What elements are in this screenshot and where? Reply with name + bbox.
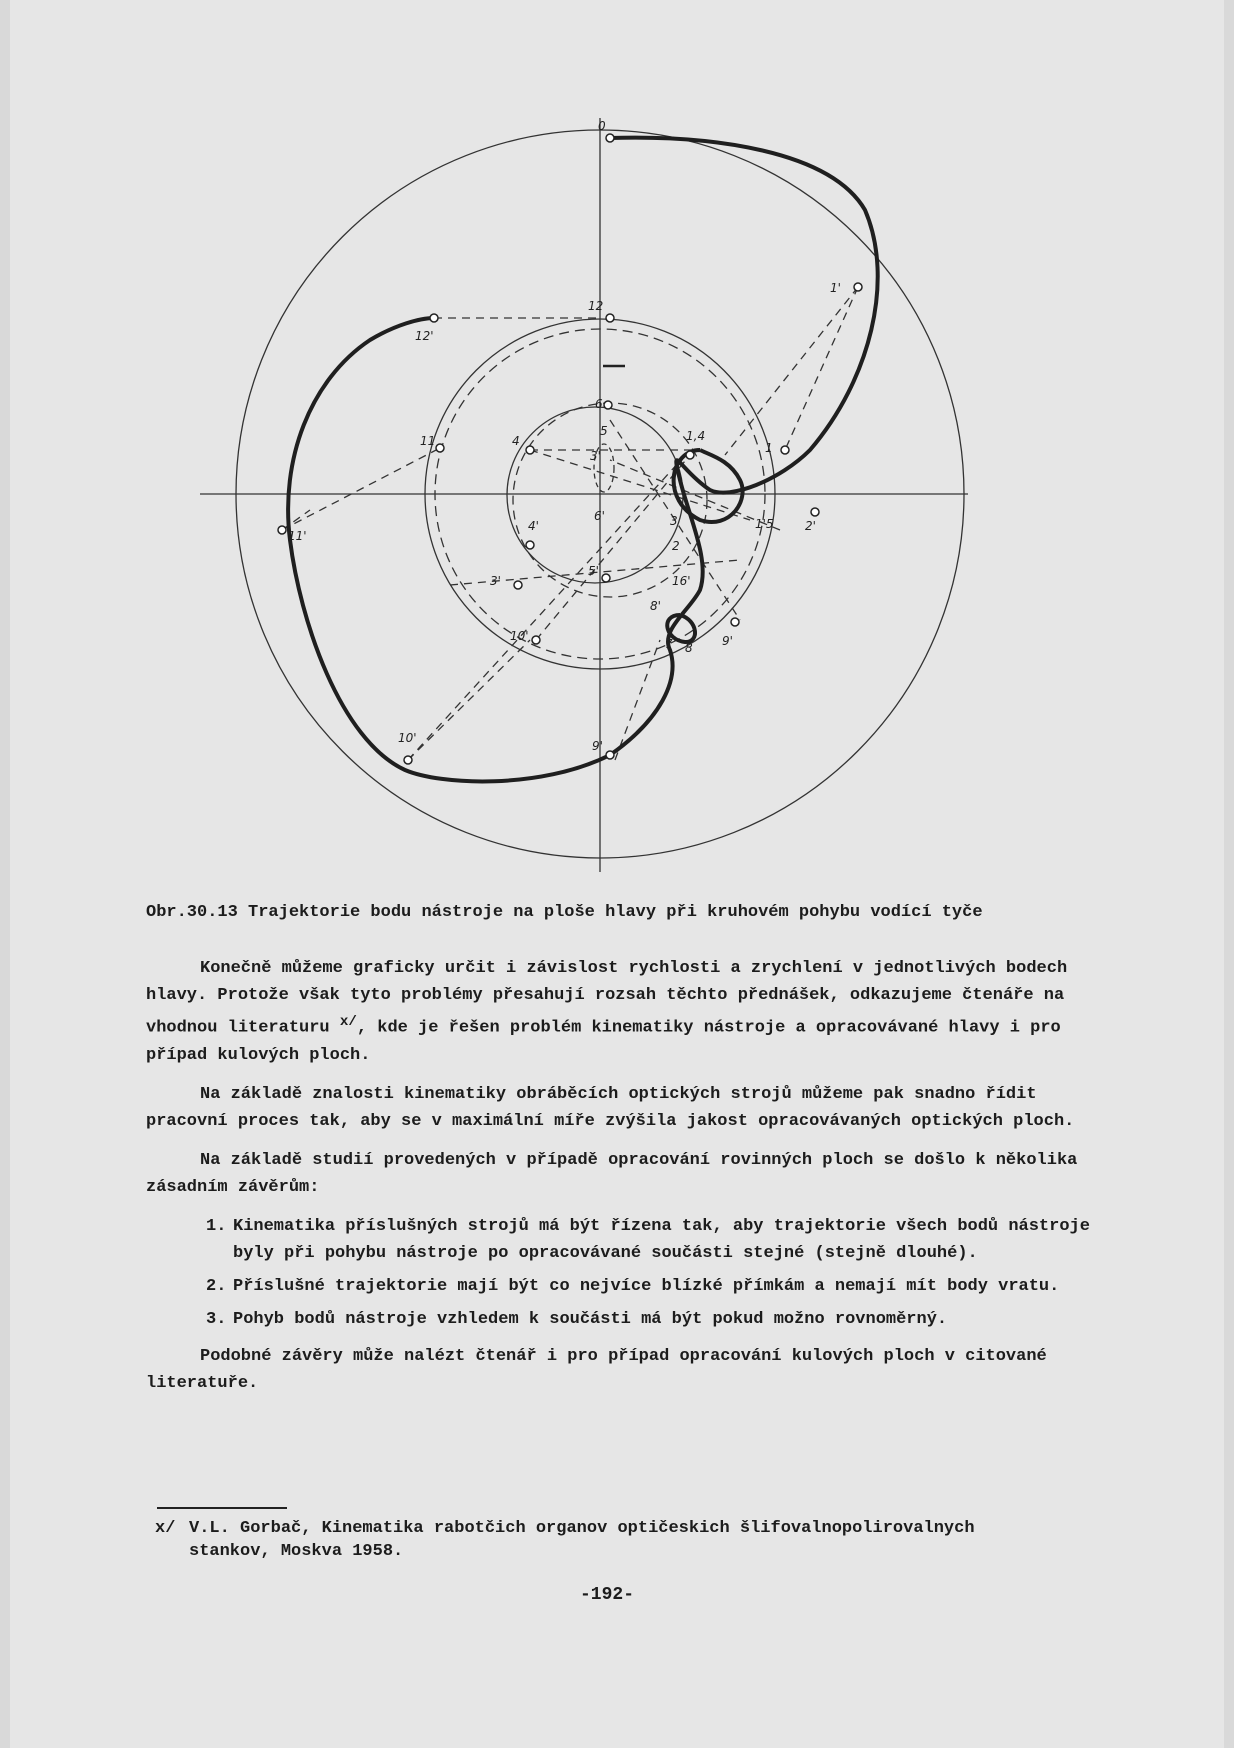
list-item-text: Příslušné trajektorie mají být co nejvíce blízké přímkám a nemají mít body vratu. [233, 1276, 1060, 1296]
footnote-line-1: V.L. Gorbač, Kinematika rabotčich organov optičeskich šlifovalnopolirovalnych [189, 1519, 975, 1538]
label-7: 7 [665, 637, 673, 651]
footnote [155, 1517, 1115, 1563]
label-6-prime: 6' [594, 509, 605, 523]
footnote-divider [157, 1507, 287, 1509]
paragraph-3: Na základě studií provedených v případě opracování rovinných ploch se došlo k několika zásadním závěrům: [146, 1150, 1078, 1197]
trajectory-curve [288, 138, 878, 782]
paragraph-1-text-b: , kde je řešen problém kinematiky nástroje a opracovávané hlavy i pro případ kulových ploch. [146, 1018, 1061, 1065]
label-1-5: 1'5 [755, 517, 774, 531]
label-5-prime: 5' [588, 564, 599, 578]
list-item-text: Kinematika příslušných strojů má být řízena tak, aby trajektorie všech bodů nástroje byly při pohybu nástroje po opracovávané součásti stejné (stejně dlouhé). [233, 1216, 1090, 1263]
label-9-prime: 9' [592, 739, 603, 753]
label-12-prime: 12' [415, 329, 434, 343]
label-1-prime: 1' [830, 281, 841, 295]
figure-caption: Obr.30.13 Trajektorie bodu nástroje na ploše hlavy při kruhovém pohybu vodící tyče [146, 903, 983, 922]
list-item [146, 1273, 1116, 1300]
trajectory-diagram [10, 0, 1224, 880]
label-9: 9' [722, 634, 733, 648]
list-item-number: 3. [206, 1309, 227, 1329]
point-labels [288, 119, 841, 753]
label-10-prime: 10' [510, 629, 529, 643]
list-item-number: 2. [206, 1276, 227, 1296]
point-markers [278, 134, 862, 764]
body-text [146, 955, 1116, 1409]
list-item [146, 1213, 1116, 1267]
label-8-prime: 8' [650, 599, 661, 613]
paragraph-2: Na základě znalosti kinematiky obráběcích optických strojů můžeme pak snadno řídit pracovní proces tak, aby se v maximální míře zvýšila jakost opracovávaných optických ploch. [146, 1084, 1075, 1131]
label-8: 8 [685, 641, 693, 655]
paragraph-1-text-a: Konečně můžeme graficky určit i závislost rychlosti a zrychlení v jednotlivých bodech hlavy. Protože však tyto problémy přesahují rozsah těchto přednášek, odkazujeme čtenáře na vhodnou literaturu [146, 959, 1068, 1038]
label-6: 6 [595, 397, 603, 411]
label-3-prime-b: 3' [490, 574, 501, 588]
list-item-number: 1. [206, 1216, 227, 1236]
footnote-reference: x/ [339, 1014, 357, 1030]
page-number: -192- [580, 1585, 635, 1605]
paragraph-4: Podobné závěry může nalézt čtenář i pro případ opracování kulových ploch v citované literatuře. [146, 1346, 1047, 1393]
label-1: 1 [765, 441, 773, 455]
label-5: 5 [600, 424, 608, 438]
label-16-prime: 16' [672, 574, 691, 588]
label-11: 11 [420, 434, 436, 448]
list-item [146, 1306, 1116, 1333]
label-0: 0 [598, 119, 606, 133]
footnote-mark: x/ [155, 1519, 176, 1538]
trajectory-figure [10, 0, 1224, 880]
label-2-prime: 2' [805, 519, 816, 533]
label-4-prime: 4' [528, 519, 539, 533]
paragraph-1 [146, 955, 1116, 1069]
label-3: 3 [670, 514, 678, 528]
label-4: 4 [512, 434, 520, 448]
label-2: 2 [672, 539, 680, 553]
list-item-text: Pohyb bodů nástroje vzhledem k součásti má být pokud možno rovnoměrný. [233, 1309, 948, 1329]
label-10: 10' [398, 731, 417, 745]
footnote-line-2: stankov, Moskva 1958. [189, 1542, 404, 1561]
label-3-prime: 3' [590, 449, 601, 463]
label-1-4: 1,4 [686, 429, 706, 443]
page [10, 0, 1224, 1748]
label-12: 12 [588, 299, 604, 313]
label-11-prime: 11' [288, 529, 307, 543]
conclusions-list [146, 1213, 1116, 1333]
